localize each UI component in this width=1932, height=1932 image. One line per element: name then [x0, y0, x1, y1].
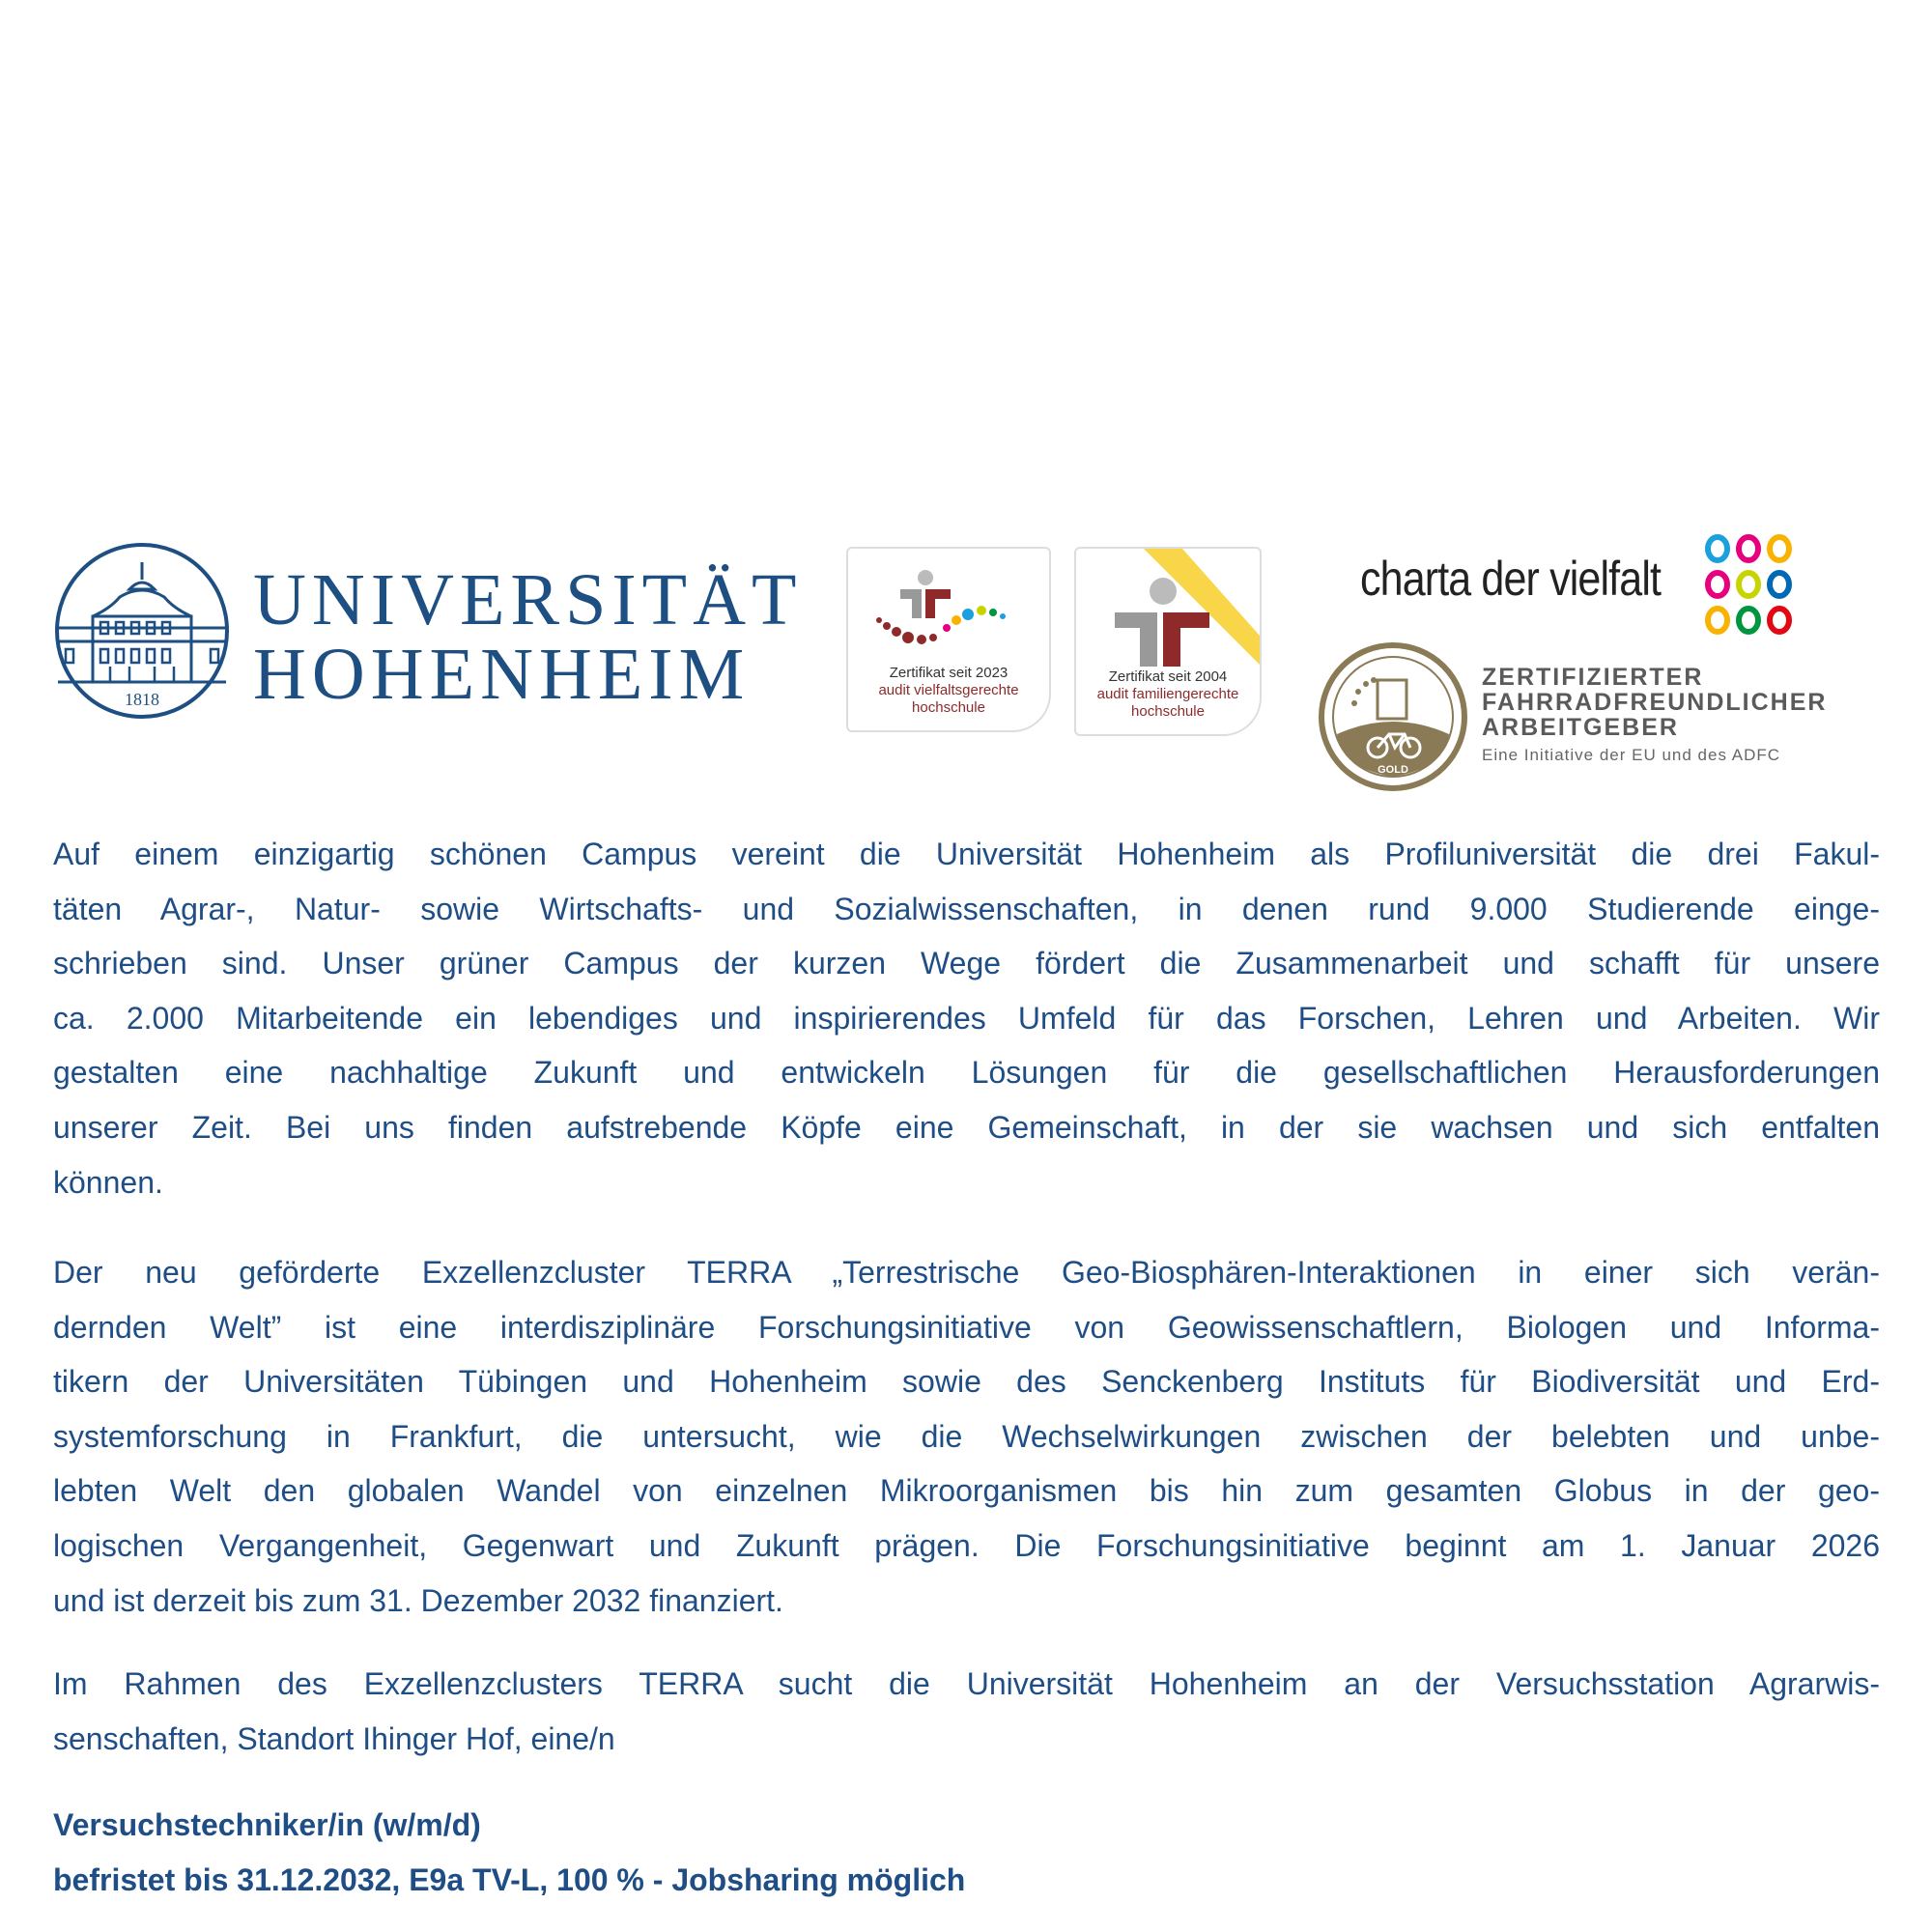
university-seal-icon — [52, 541, 232, 721]
charta-dot — [1770, 573, 1789, 596]
paragraph-line: logischen Vergangenheit, Gegenwart und Zukunft prägen. Die Forschungsinitiative beginnt am 1. Januar 2026 — [53, 1527, 1880, 1563]
certificate-year: Zertifikat seit 2004 — [1108, 668, 1228, 685]
charta-dot — [1708, 537, 1727, 560]
certificate-family-audit — [1074, 547, 1262, 736]
seal-label: GOLD — [1378, 764, 1408, 776]
bike-friendly-gold-seal-icon — [1318, 641, 1468, 792]
paragraph-position-intro — [53, 1657, 1880, 1766]
paragraph-university-intro — [53, 827, 1880, 1209]
audit-diversity-icon — [867, 566, 1032, 663]
job-title — [53, 1798, 1880, 1907]
certificate-diversity-audit — [846, 547, 1051, 732]
paragraph-line: können. — [53, 1164, 163, 1200]
certificate-subtitle: hochschule — [1131, 703, 1205, 720]
paragraph-line: Im Rahmen des Exzellenzclusters TERRA sucht die Universität Hohenheim an der Versuchsstation Agrarwis- — [53, 1666, 1880, 1701]
charta-dot — [1770, 537, 1789, 560]
charta-dot — [1739, 573, 1758, 596]
bike-award-subline: Eine Initiative der EU und des ADFC — [1482, 746, 1781, 764]
certificate-title: audit familiengerechte — [1096, 686, 1239, 702]
audit-family-icon — [1115, 578, 1221, 674]
university-name-line1: UNIVERSITÄT — [253, 559, 803, 640]
job-details: befristet bis 31.12.2032, E9a TV-L, 100 % - Jobsharing möglich — [53, 1861, 966, 1897]
bike-award-line2: FAHRRADFREUNDLICHER — [1482, 689, 1828, 716]
certificate-text — [1076, 668, 1260, 721]
bike-award-line3: ARBEITGEBER — [1482, 714, 1679, 741]
paragraph-line: lebten Welt den globalen Wandel von einzelnen Mikroorganismen bis hin zum gesamten Globus in der geo- — [53, 1473, 1880, 1509]
paragraph-line: tikern der Universitäten Tübingen und Hohenheim sowie des Senckenberg Instituts für Biodiversität und Erd- — [53, 1364, 1880, 1400]
university-name-line2: HOHENHEIM — [253, 634, 751, 715]
paragraph-terra-cluster — [53, 1245, 1880, 1628]
charta-dot — [1770, 609, 1789, 632]
paragraph-line: Auf einem einzigartig schönen Campus vereint die Universität Hohenheim als Profiluniversität die drei Fakul- — [53, 837, 1880, 871]
paragraph-line: schrieben sind. Unser grüner Campus der kurzen Wege fördert die Zusammenarbeit und schafft für unsere — [53, 946, 1880, 981]
paragraph-line: täten Agrar-, Natur- sowie Wirtschafts- und Sozialwissenschaften, in denen rund 9.000 Studierende einge- — [53, 891, 1880, 926]
paragraph-line: dernden Welt” ist eine interdisziplinäre Forschungsinitiative von Geowissenschaftlern, Biologen und Informa- — [53, 1309, 1880, 1345]
bike-award-line1: ZERTIFIZIERTER — [1482, 664, 1704, 691]
charta-dots-icon — [1704, 533, 1797, 636]
paragraph-line: gestalten eine nachhaltige Zukunft und entwickeln Lösungen für die gesellschaftlichen Herausforderungen — [53, 1055, 1880, 1091]
bike-award-text — [1482, 665, 1827, 740]
certificate-text — [848, 665, 1049, 717]
charta-der-vielfalt-logo: charta der vielfalt — [1360, 552, 1662, 606]
charta-dot — [1708, 573, 1727, 596]
seal-year: 1818 — [125, 690, 159, 709]
paragraph-line: senschaften, Standort Ihinger Hof, eine/n — [53, 1720, 615, 1756]
charta-dot — [1708, 609, 1727, 632]
charta-dot — [1739, 609, 1758, 632]
certificate-title: audit vielfaltsgerechte — [878, 682, 1019, 698]
charta-dot — [1739, 537, 1758, 560]
paragraph-line: systemforschung in Frankfurt, die untersucht, wie die Wechselwirkungen zwischen der belebten und unbe- — [53, 1418, 1880, 1454]
paragraph-line: und ist derzeit bis zum 31. Dezember 2032 finanziert. — [53, 1582, 783, 1618]
paragraph-line: unserer Zeit. Bei uns finden aufstrebende Köpfe eine Gemeinschaft, in der sie wachsen und sich entfalten — [53, 1109, 1880, 1145]
certificate-subtitle: hochschule — [912, 699, 985, 716]
job-title-text: Versuchstechniker/in (w/m/d) — [53, 1807, 481, 1842]
paragraph-line: Der neu geförderte Exzellenzcluster TERRA „Terrestrische Geo-Biosphären-Interaktionen in einer sich verän- — [53, 1255, 1880, 1290]
certificate-year: Zertifikat seit 2023 — [889, 665, 1009, 681]
paragraph-line: ca. 2.000 Mitarbeitende ein lebendiges und inspirierendes Umfeld für das Forschen, Lehren und Arbeiten. Wir — [53, 1000, 1880, 1036]
